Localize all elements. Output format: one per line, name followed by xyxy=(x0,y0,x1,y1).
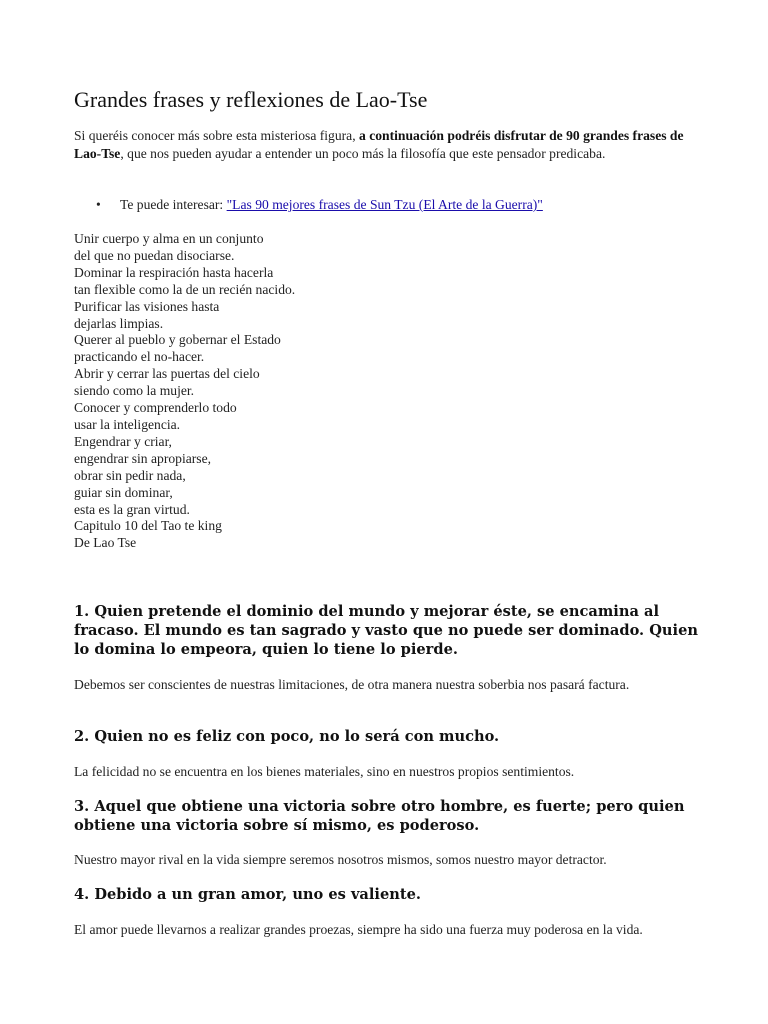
quote-commentary: La felicidad no se encuentra en los bienes materiales, sino en nuestros propios sentimientos. xyxy=(74,764,575,779)
related-article-item xyxy=(96,196,543,214)
page-title: Grandes frases y reflexiones de Lao-Tse xyxy=(74,87,428,112)
poem-line: Querer al pueblo y gobernar el Estado xyxy=(74,332,281,348)
related-article-text xyxy=(120,197,543,212)
poem-line: siendo como la mujer. xyxy=(74,383,195,399)
intro-bold-text: a continuación podréis disfrutar de 90 grandes frases de Lao-Tse xyxy=(74,128,684,161)
poem-line: Abrir y cerrar las puertas del cielo xyxy=(74,366,260,382)
intro-text: Si queréis conocer más sobre esta misteriosa figura, xyxy=(74,128,360,143)
poem-line: Unir cuerpo y alma en un conjunto xyxy=(74,231,264,246)
poem-line: practicando el no-hacer. xyxy=(74,349,205,365)
poem-line: esta es la gran virtud. xyxy=(74,501,190,517)
intro-paragraph xyxy=(74,127,694,163)
poem-line: guiar sin dominar, xyxy=(74,484,173,500)
quote-heading: 4. Debido a un gran amor, uno es valiente. xyxy=(74,886,421,903)
poem-line: De Lao Tse xyxy=(74,535,137,551)
quote-commentary: Debemos ser conscientes de nuestras limitaciones, de otra manera nuestra soberbia nos pasará factura. xyxy=(74,677,630,692)
poem-line: Dominar la respiración hasta hacerla xyxy=(74,264,274,280)
poem-line: Capitulo 10 del Tao te king xyxy=(74,518,222,534)
quote-heading: 1. Quien pretende el dominio del mundo y mejorar éste, se encamina al fracaso. El mundo es tan sagrado y vasto que no puede ser dominado. Quien lo domina lo empeora, quien lo tiene lo pierde. xyxy=(74,603,698,658)
quote-heading: 3. Aquel que obtiene una victoria sobre otro hombre, es fuerte; pero quien obtiene una victoria sobre sí mismo, es poderoso. xyxy=(74,798,685,834)
poem-line: dejarlas limpias. xyxy=(74,315,164,331)
intro-text-end: , que nos pueden ayudar a entender un poco más la filosofía que este pensador predicaba. xyxy=(120,146,606,161)
poem-line: tan flexible como la de un recién nacido. xyxy=(74,281,296,297)
poem-line: obrar sin pedir nada, xyxy=(74,467,186,483)
quote-commentary: El amor puede llevarnos a realizar grandes proezas, siempre ha sido una fuerza muy poderosa en la vida. xyxy=(74,922,643,937)
poem-line: engendrar sin apropiarse, xyxy=(74,450,212,466)
bullet-icon: • xyxy=(96,197,101,212)
poem-line: usar la inteligencia. xyxy=(74,416,181,432)
poem-block xyxy=(74,231,295,552)
quote-commentary: Nuestro mayor rival en la vida siempre seremos nosotros mismos, somos nuestro mayor detractor. xyxy=(74,852,607,867)
poem-line: Engendrar y criar, xyxy=(74,433,172,449)
quote-heading: 2. Quien no es feliz con poco, no lo será con mucho. xyxy=(74,728,500,745)
poem-line: del que no puedan disociarse. xyxy=(74,247,235,263)
poem-line: Purificar las visiones hasta xyxy=(74,298,220,314)
poem-line: Conocer y comprenderlo todo xyxy=(74,400,237,416)
related-article-link[interactable]: "Las 90 mejores frases de Sun Tzu (El Arte de la Guerra)" xyxy=(226,197,543,212)
related-article-prefix: Te puede interesar: xyxy=(120,197,227,212)
